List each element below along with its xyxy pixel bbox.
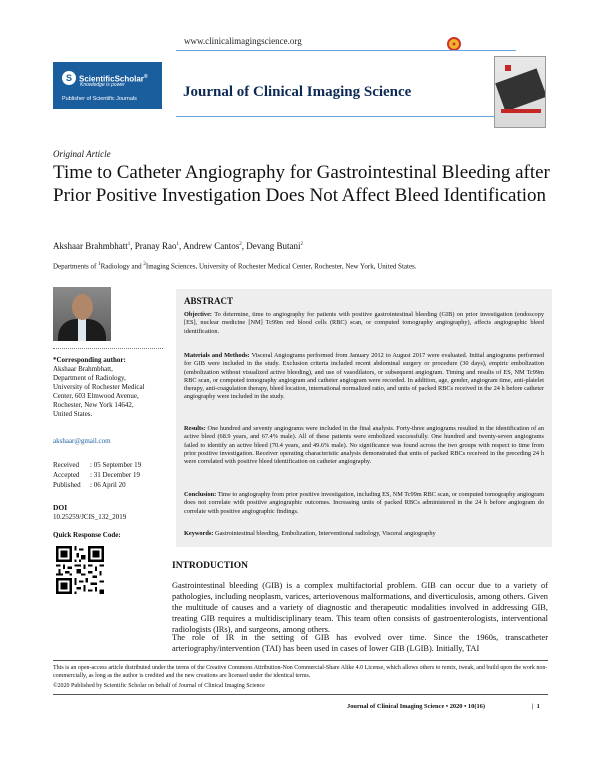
introduction-heading: INTRODUCTION: [172, 561, 249, 571]
publisher-logo: S ScientificScholar®: [62, 71, 148, 85]
doi-value[interactable]: 10.25259/JCIS_132_2019: [53, 513, 127, 521]
abstract-keywords: Keywords: Gastrointestinal bleeding, Embolization, Interventional radiology, Visceral angiography: [184, 530, 436, 537]
author-name: Akshaar Brahmbhatt: [53, 241, 128, 251]
author-name: Devang Butani: [246, 241, 301, 251]
author-name: Andrew Cantos: [183, 241, 240, 251]
sidebar-divider: [53, 348, 163, 349]
article-title: Time to Catheter Angiography for Gastrointestinal Bleeding after Prior Positive Investigation Does Not Affect Bleed Identification: [53, 162, 550, 206]
abstract-results: Results: One hundred and seventy angiograms were included in the final analysis. Forty-three angiograms resulted in the identification of an active bleed (68.9 years, and 67.4% male). All of these patients were embolized successfully. One hundred and twenty-seven angiograms failed to identify an active bleed (70.4 years, and 49.6% male). No significance was found across the two groups with respect to time from prior positive investigation. Receiver operating characteristic analysis demonstrated that units of packed RBCs received in the preceding 24 h were correlated with positive bleed identification on catheter angiography.: [184, 425, 545, 466]
abstract-heading: ABSTRACT: [184, 296, 234, 306]
doi-label: DOI: [53, 503, 68, 512]
affiliations: Departments of $^1$Radiology and $^2$Imaging Sciences, University of Rochester Medical Center, Rochester, New York, United States.: [53, 262, 417, 271]
journal-cover-thumbnail: [494, 56, 546, 128]
author-photo: [53, 287, 111, 341]
abstract-methods: Materials and Methods: Visceral Angiograms performed from January 2012 to August 2017 were evaluated. Initial angiograms performed for GIB were included in the study. Exclusion criteria included recent abdominal surgery or procedure (30 days), empiric embolization (embolization without visualized active bleeding), and use of vasodilators, or subsequent angiogram. Timing and results of ES, NM Tc99m RBC scan, or computed tomography angiogram and catheter angiogram were recorded. In addition, age, gender, angiogram time, anti-platelet therapy, anti-coagulation therapy, bleed location, international normalized ratio, and units of packed RBCs received in the 24 h before catheter angiography were included in the study.: [184, 352, 544, 401]
open-access-lock-icon: ●: [447, 37, 461, 51]
publisher-logo-box: [53, 62, 162, 109]
header-divider: [176, 50, 516, 51]
journal-url[interactable]: www.clinicalimagingscience.org: [184, 36, 302, 46]
author-list: Akshaar Brahmbhatt$^1$, Pranay Rao$^1$, Andrew Cantos$^2$, Devang Butani$^2$: [53, 241, 303, 251]
author-email-link[interactable]: akshaar@gmail.com: [53, 437, 111, 445]
publisher-subtitle: Publisher of Scientific Journals: [62, 96, 137, 102]
header-divider: [176, 116, 516, 117]
publisher-tagline: Knowledge is power: [80, 82, 125, 88]
article-type: Original Article: [53, 149, 111, 159]
footer-divider: [53, 694, 548, 695]
article-dates: Received : 05 September 19 Accepted : 31 December 19 Published : 06 April 20: [53, 461, 142, 489]
copyright-text: ©2020 Published by Scientific Scholar on behalf of Journal of Clinical Imaging Science: [53, 683, 265, 689]
publisher-name: ScientificScholar: [79, 74, 144, 84]
body-paragraph: The role of IR in the setting of GIB has evolved over time. Since the 1960s, transcatheter arteriography/intervention (TAI) has been used in cases of lower GIB (LGIB). Initially, TAI: [172, 633, 548, 653]
body-paragraph: Gastrointestinal bleeding (GIB) is a complex multifactorial problem. GIB can occur due to a variety of pathologies, including neoplasm, varices, arteriovenous malformations, and diverticulosis, among others. Given the multitude of causes and a variety of diagnostic and therapeutic modalities involved in addressing GIB, treating GIB requires a multidisciplinary team. This team often consists of gastroenterologists, interventional radiologists (IRs), and surgeons, among others.: [172, 581, 548, 634]
footer-divider: [53, 660, 548, 661]
journal-title: Journal of Clinical Imaging Science: [183, 84, 412, 100]
abstract-box: [176, 289, 552, 547]
scholar-logo-icon: S: [62, 71, 76, 85]
corresponding-author-label: *Corresponding author:: [53, 356, 126, 364]
page-number: | 1: [532, 703, 540, 710]
abstract-objective: Objective: To determine, time to angiography for patients with positive gastrointestinal bleeding (GIB) on prior investigation (endoscopy [ES], nuclear medicine [NM] Tc99m red blood cells (RBC) scan, or computed tomography angiography), affects angiographic bleed identification.: [184, 311, 544, 335]
author-name: Pranay Rao: [134, 241, 177, 251]
qr-code-label: Quick Response Code:: [53, 531, 121, 539]
journal-citation: Journal of Clinical Imaging Science • 2020 • 10(16): [347, 703, 485, 710]
qr-code-icon[interactable]: [56, 546, 104, 594]
license-text: This is an open-access article distributed under the terms of the Creative Commons Attribution-Non Commercial-Share Alike 4.0 License, which allows others to remix, tweak, and build upon the work non-commercially, as long as the author is credited and the new creations are licensed under the identical terms.: [53, 665, 548, 679]
abstract-conclusion: Conclusion: Time to angiography from prior positive investigation, including ES, NM Tc99m RBC scan, or computed tomography angiogram does not correlate with positive angiographic outcomes. Increasing units of packed RBCs administered in the 24 h before angiogram do correlate with positive angiographic findings.: [184, 491, 544, 515]
corresponding-author: *Corresponding author: Akshaar Brahmbhatt, Department of Radiology, University of Rochester Medical Center, 603 Elmwood Avenue, Rochester, New York 14642, United States.: [53, 356, 163, 419]
